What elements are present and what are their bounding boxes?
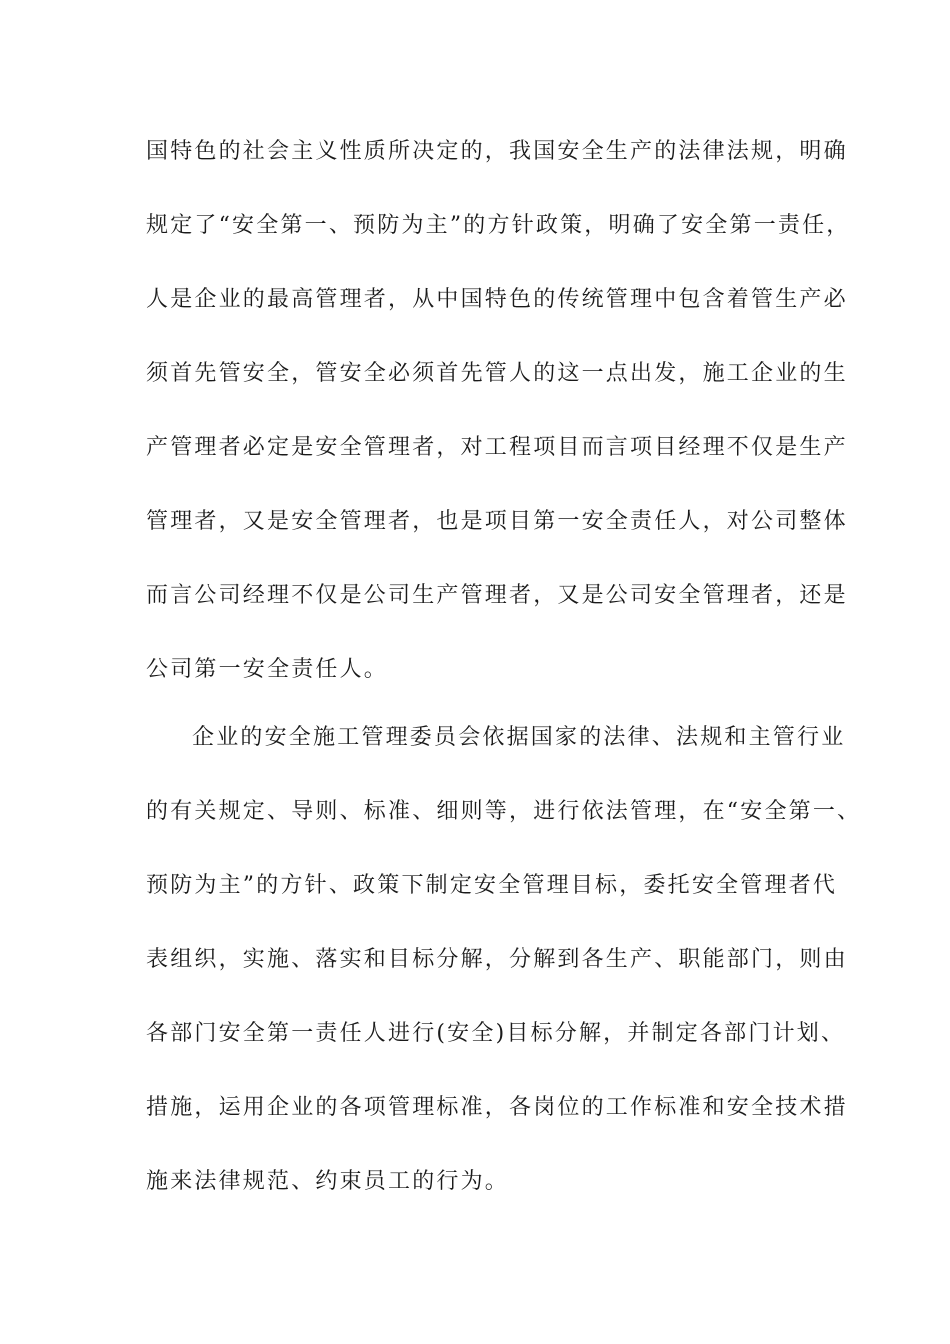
paragraph-line: 管理者，又是安全管理者，也是项目第一安全责任人，对公司整体 xyxy=(146,509,848,534)
paragraph-line: 规定了“安全第一、预防为主”的方针政策，明确了安全第一责任， xyxy=(146,213,851,238)
paragraph-line: 企业的安全施工管理委员会依据国家的法律、法规和主管行业 xyxy=(192,725,846,750)
paragraph-line: 人是企业的最高管理者，从中国特色的传统管理中包含着管生产必 xyxy=(146,287,848,312)
paragraph-line: 国特色的社会主义性质所决定的，我国安全生产的法律法规，明确 xyxy=(146,139,848,164)
paragraph-line: 施来法律规范、约束员工的行为。 xyxy=(146,1169,510,1194)
paragraph-line: 表组织，实施、落实和目标分解，分解到各生产、职能部门，则由 xyxy=(146,947,848,972)
paragraph-line: 产管理者必定是安全管理者，对工程项目而言项目经理不仅是生产 xyxy=(146,435,848,460)
paragraph-line: 须首先管安全，管安全必须首先管人的这一点出发，施工企业的生 xyxy=(146,361,848,386)
paragraph-line: 而言公司经理不仅是公司生产管理者，又是公司安全管理者，还是 xyxy=(146,583,848,608)
paragraph-line: 各部门安全第一责任人进行(安全)目标分解，并制定各部门计划、 xyxy=(146,1021,846,1046)
paragraph-line: 公司第一安全责任人。 xyxy=(146,657,389,682)
paragraph-line: 预防为主”的方针、政策下制定安全管理目标，委托安全管理者代 xyxy=(146,873,838,898)
paragraph-line: 措施，运用企业的各项管理标准，各岗位的工作标准和安全技术措 xyxy=(146,1095,848,1120)
paragraph-line: 的有关规定、导则、标准、细则等，进行依法管理，在“安全第一、 xyxy=(146,799,862,824)
